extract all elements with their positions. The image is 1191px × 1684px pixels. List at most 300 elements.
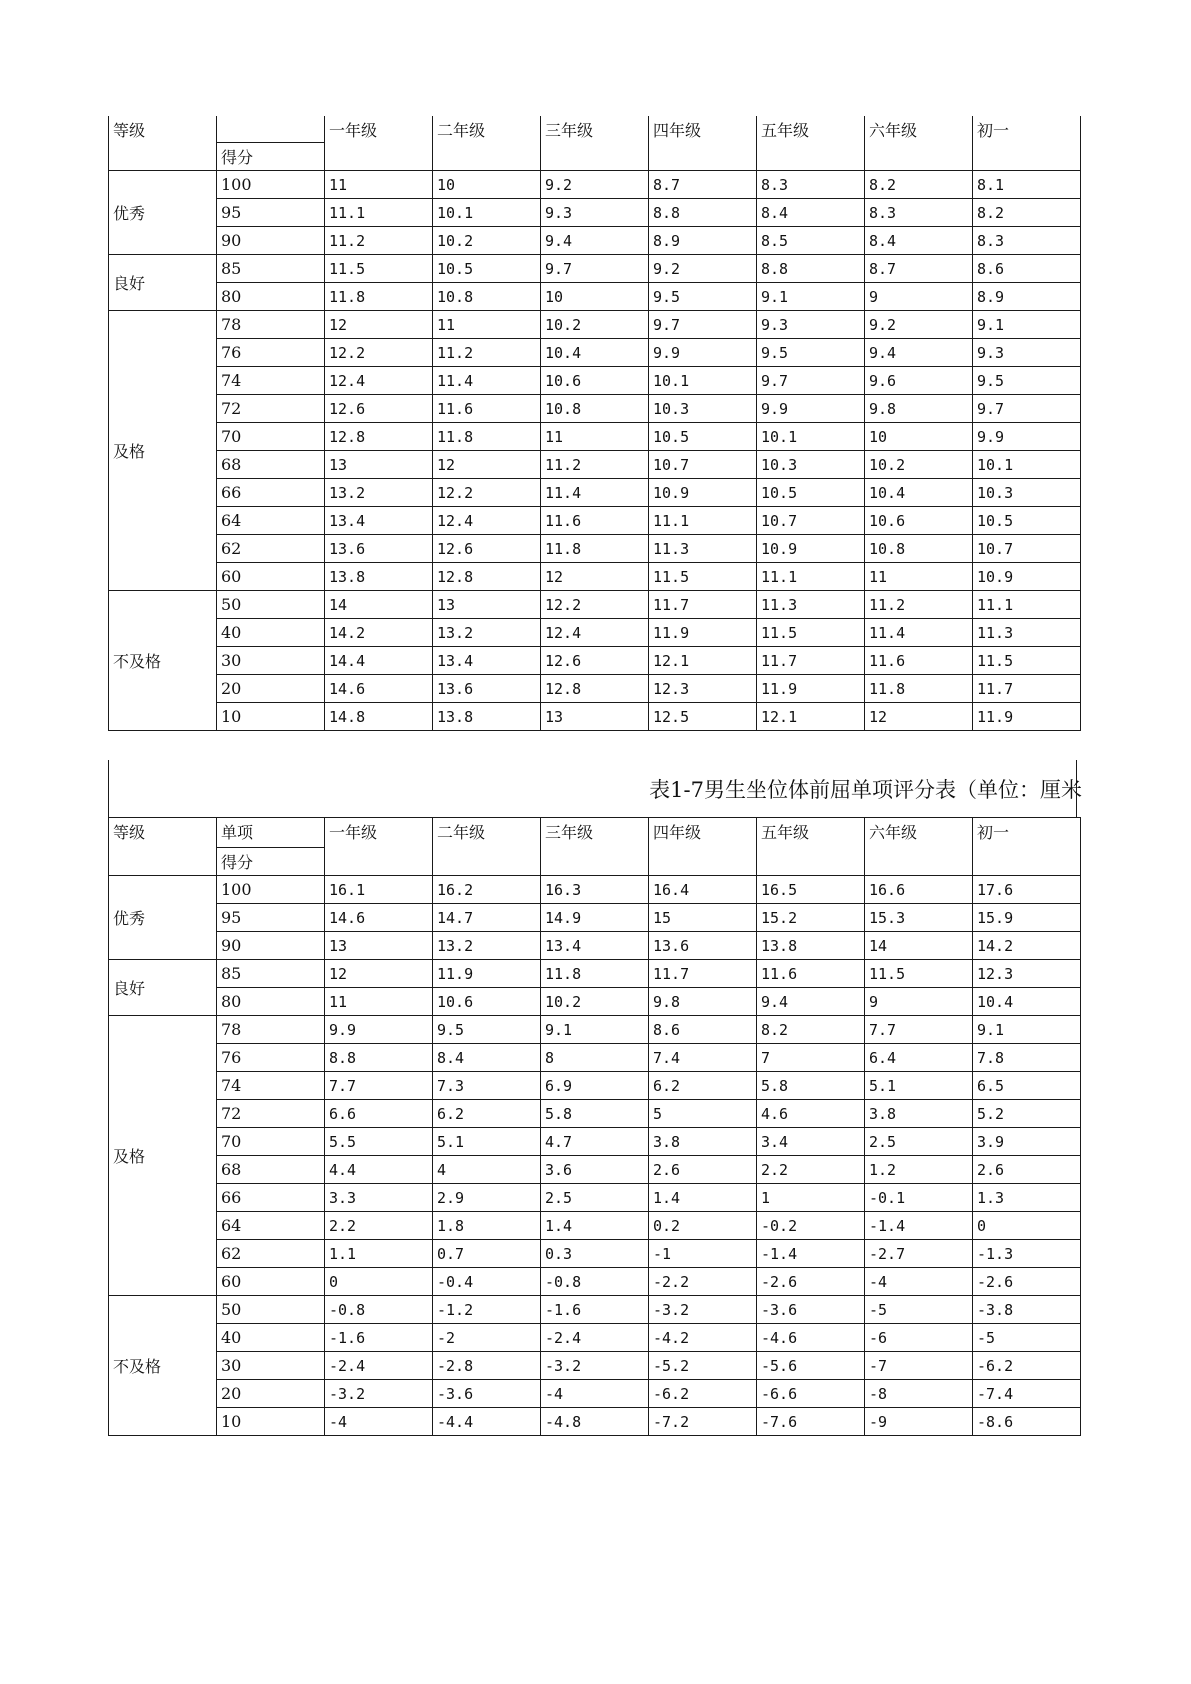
table-row <box>109 1016 1081 1044</box>
value-cell: 8.4 <box>865 227 973 255</box>
score-cell: 80 <box>217 283 325 311</box>
value-cell: -2.2 <box>649 1268 757 1296</box>
header-grade: 等级 <box>109 818 217 876</box>
value-cell: 12.2 <box>325 339 433 367</box>
value-cell: 11 <box>325 171 433 199</box>
value-cell: 9.6 <box>865 367 973 395</box>
value-cell: 11.5 <box>865 960 973 988</box>
value-cell: -5.6 <box>757 1352 865 1380</box>
value-cell: -7.6 <box>757 1408 865 1436</box>
value-cell: 10.9 <box>757 535 865 563</box>
score-cell: 76 <box>217 339 325 367</box>
value-cell: 11.6 <box>757 960 865 988</box>
table-row <box>109 1128 1081 1156</box>
value-cell: 15.9 <box>973 904 1081 932</box>
value-cell: 12.5 <box>649 703 757 731</box>
value-cell: 10.6 <box>865 507 973 535</box>
value-cell: 10.1 <box>973 451 1081 479</box>
value-cell: 9.3 <box>757 311 865 339</box>
value-cell: 8.4 <box>433 1044 541 1072</box>
header-grade-col: 二年级 <box>433 818 541 876</box>
value-cell: 10.5 <box>757 479 865 507</box>
value-cell: 8.2 <box>757 1016 865 1044</box>
value-cell: 12 <box>325 960 433 988</box>
header-grade-col: 五年级 <box>757 116 865 171</box>
value-cell: 10.6 <box>433 988 541 1016</box>
value-cell: 14.6 <box>325 904 433 932</box>
value-cell: 14.2 <box>325 619 433 647</box>
value-cell: 15.3 <box>865 904 973 932</box>
value-cell: -6.2 <box>973 1352 1081 1380</box>
value-cell: -1.4 <box>757 1240 865 1268</box>
value-cell: 7.4 <box>649 1044 757 1072</box>
value-cell: 16.1 <box>325 876 433 904</box>
table-row <box>109 1212 1081 1240</box>
value-cell: 9 <box>865 988 973 1016</box>
value-cell: 7.7 <box>865 1016 973 1044</box>
value-cell: 15.2 <box>757 904 865 932</box>
value-cell: 9.1 <box>757 283 865 311</box>
value-cell: 9.5 <box>757 339 865 367</box>
value-cell: 9.2 <box>541 171 649 199</box>
header-grade-col: 一年级 <box>325 116 433 171</box>
value-cell: 11.7 <box>757 647 865 675</box>
table-row <box>109 311 1081 339</box>
value-cell: 10.5 <box>649 423 757 451</box>
header-grade-col: 五年级 <box>757 818 865 876</box>
table-row <box>109 1268 1081 1296</box>
value-cell: 12.6 <box>433 535 541 563</box>
value-cell: 11.1 <box>649 507 757 535</box>
table-row <box>109 932 1081 960</box>
value-cell: 11.5 <box>973 647 1081 675</box>
value-cell: 10.2 <box>865 451 973 479</box>
value-cell: -0.2 <box>757 1212 865 1240</box>
value-cell: 12.4 <box>541 619 649 647</box>
value-cell: 10 <box>541 283 649 311</box>
score-cell: 74 <box>217 367 325 395</box>
score-cell: 80 <box>217 988 325 1016</box>
value-cell: 11.8 <box>325 283 433 311</box>
value-cell: 11.6 <box>541 507 649 535</box>
value-cell: 7.8 <box>973 1044 1081 1072</box>
grade-label: 不及格 <box>109 591 217 731</box>
score-cell: 100 <box>217 876 325 904</box>
value-cell: -5.2 <box>649 1352 757 1380</box>
score-cell: 95 <box>217 904 325 932</box>
value-cell: 1.3 <box>973 1184 1081 1212</box>
value-cell: 11.5 <box>325 255 433 283</box>
table-row <box>109 423 1081 451</box>
value-cell: -1.4 <box>865 1212 973 1240</box>
value-cell: 13.6 <box>649 932 757 960</box>
header-grade: 等级 <box>109 116 217 171</box>
value-cell: 14.2 <box>973 932 1081 960</box>
header-row <box>109 116 1081 143</box>
value-cell: 11 <box>433 311 541 339</box>
table-row <box>109 647 1081 675</box>
grade-label: 良好 <box>109 255 217 311</box>
value-cell: 11.8 <box>865 675 973 703</box>
value-cell: 10.2 <box>541 988 649 1016</box>
value-cell: 6.9 <box>541 1072 649 1100</box>
score-cell: 95 <box>217 199 325 227</box>
value-cell: 11.1 <box>757 563 865 591</box>
value-cell: -4 <box>865 1268 973 1296</box>
value-cell: 12.4 <box>325 367 433 395</box>
caption-row <box>108 760 1082 817</box>
value-cell: 8.3 <box>757 171 865 199</box>
value-cell: 9.1 <box>541 1016 649 1044</box>
value-cell: 14.9 <box>541 904 649 932</box>
value-cell: 9.8 <box>865 395 973 423</box>
value-cell: 10.7 <box>757 507 865 535</box>
value-cell: 12.2 <box>541 591 649 619</box>
table-row <box>109 479 1081 507</box>
value-cell: 11.2 <box>433 339 541 367</box>
value-cell: 9.5 <box>433 1016 541 1044</box>
value-cell: 10.8 <box>541 395 649 423</box>
value-cell: 11 <box>325 988 433 1016</box>
value-cell: 16.6 <box>865 876 973 904</box>
value-cell: -1.2 <box>433 1296 541 1324</box>
value-cell: -3.2 <box>325 1380 433 1408</box>
value-cell: 9.9 <box>325 1016 433 1044</box>
score-cell: 30 <box>217 1352 325 1380</box>
value-cell: 3.9 <box>973 1128 1081 1156</box>
value-cell: -4 <box>541 1380 649 1408</box>
value-cell: 2.9 <box>433 1184 541 1212</box>
table-row <box>109 591 1081 619</box>
value-cell: -4.4 <box>433 1408 541 1436</box>
score-cell: 85 <box>217 255 325 283</box>
grade-label: 优秀 <box>109 876 217 960</box>
table-row <box>109 1240 1081 1268</box>
value-cell: -5 <box>973 1324 1081 1352</box>
value-cell: 7.7 <box>325 1072 433 1100</box>
value-cell: -4 <box>325 1408 433 1436</box>
value-cell: 11.2 <box>865 591 973 619</box>
value-cell: 4.4 <box>325 1156 433 1184</box>
value-cell: 11.6 <box>865 647 973 675</box>
table-row <box>109 535 1081 563</box>
value-cell: 9.7 <box>757 367 865 395</box>
value-cell: 2.6 <box>649 1156 757 1184</box>
value-cell: 11.9 <box>757 675 865 703</box>
value-cell: 11.6 <box>433 395 541 423</box>
score-cell: 30 <box>217 647 325 675</box>
value-cell: 1.4 <box>541 1212 649 1240</box>
value-cell: 8.1 <box>973 171 1081 199</box>
value-cell: 2.6 <box>973 1156 1081 1184</box>
value-cell: -6 <box>865 1324 973 1352</box>
value-cell: 9.8 <box>649 988 757 1016</box>
value-cell: 12 <box>541 563 649 591</box>
value-cell: 11.9 <box>973 703 1081 731</box>
value-cell: -9 <box>865 1408 973 1436</box>
value-cell: 11.4 <box>433 367 541 395</box>
table-row <box>109 255 1081 283</box>
table-row <box>109 1100 1081 1128</box>
value-cell: 12.8 <box>325 423 433 451</box>
grade-label: 及格 <box>109 1016 217 1296</box>
value-cell: -2.7 <box>865 1240 973 1268</box>
value-cell: 0 <box>325 1268 433 1296</box>
value-cell: 6.6 <box>325 1100 433 1128</box>
value-cell: 7 <box>757 1044 865 1072</box>
value-cell: 3.6 <box>541 1156 649 1184</box>
table-row <box>109 675 1081 703</box>
value-cell: 13.6 <box>433 675 541 703</box>
value-cell: 16.4 <box>649 876 757 904</box>
value-cell: 15 <box>649 904 757 932</box>
value-cell: 11.5 <box>649 563 757 591</box>
value-cell: -8 <box>865 1380 973 1408</box>
value-cell: 8.6 <box>649 1016 757 1044</box>
table-row <box>109 1044 1081 1072</box>
value-cell: 10 <box>865 423 973 451</box>
value-cell: 9.1 <box>973 311 1081 339</box>
value-cell: 1 <box>757 1184 865 1212</box>
value-cell: 11.7 <box>649 960 757 988</box>
value-cell: 2.2 <box>757 1156 865 1184</box>
value-cell: 11.8 <box>541 960 649 988</box>
value-cell: 12.6 <box>325 395 433 423</box>
value-cell: 5 <box>649 1100 757 1128</box>
score-table-2 <box>108 817 1081 1436</box>
table-row <box>109 1352 1081 1380</box>
value-cell: 9.3 <box>541 199 649 227</box>
value-cell: 14 <box>865 932 973 960</box>
value-cell: 8.9 <box>973 283 1081 311</box>
value-cell: 11 <box>865 563 973 591</box>
header-grade-col: 六年级 <box>865 116 973 171</box>
value-cell: 10.6 <box>541 367 649 395</box>
value-cell: 11.8 <box>433 423 541 451</box>
score-cell: 66 <box>217 479 325 507</box>
value-cell: 14.8 <box>325 703 433 731</box>
value-cell: 3.3 <box>325 1184 433 1212</box>
score-table-1 <box>108 116 1081 731</box>
value-cell: 2.2 <box>325 1212 433 1240</box>
value-cell: 8 <box>541 1044 649 1072</box>
value-cell: 9.2 <box>649 255 757 283</box>
value-cell: 0 <box>973 1212 1081 1240</box>
value-cell: 11.9 <box>649 619 757 647</box>
value-cell: -4.8 <box>541 1408 649 1436</box>
value-cell: 1.2 <box>865 1156 973 1184</box>
value-cell: -7 <box>865 1352 973 1380</box>
value-cell: 5.8 <box>541 1100 649 1128</box>
value-cell: 9.3 <box>973 339 1081 367</box>
table-row <box>109 1324 1081 1352</box>
value-cell: 11.8 <box>541 535 649 563</box>
value-cell: 13.8 <box>325 563 433 591</box>
value-cell: 8.7 <box>865 255 973 283</box>
table-row <box>109 563 1081 591</box>
value-cell: 13.2 <box>325 479 433 507</box>
value-cell: 10.9 <box>649 479 757 507</box>
score-cell: 60 <box>217 563 325 591</box>
value-cell: 2.5 <box>865 1128 973 1156</box>
value-cell: 13.4 <box>433 647 541 675</box>
table-row <box>109 960 1081 988</box>
score-cell: 78 <box>217 1016 325 1044</box>
header-item <box>217 116 325 143</box>
header-grade-col: 四年级 <box>649 818 757 876</box>
value-cell: 4 <box>433 1156 541 1184</box>
value-cell: 11.2 <box>541 451 649 479</box>
value-cell: 10.3 <box>973 479 1081 507</box>
value-cell: 9.9 <box>649 339 757 367</box>
table-row <box>109 1408 1081 1436</box>
value-cell: 5.8 <box>757 1072 865 1100</box>
value-cell: 12.2 <box>433 479 541 507</box>
value-cell: 10.1 <box>649 367 757 395</box>
value-cell: 10.5 <box>973 507 1081 535</box>
header-grade-col: 初一 <box>973 116 1081 171</box>
score-cell: 10 <box>217 1408 325 1436</box>
table-row <box>109 1380 1081 1408</box>
table-row <box>109 367 1081 395</box>
value-cell: 11.3 <box>973 619 1081 647</box>
value-cell: 11.4 <box>865 619 973 647</box>
table-row <box>109 1296 1081 1324</box>
value-cell: 2.5 <box>541 1184 649 1212</box>
value-cell: 11.9 <box>433 960 541 988</box>
value-cell: 8.8 <box>325 1044 433 1072</box>
header-grade-col: 三年级 <box>541 116 649 171</box>
value-cell: 10.1 <box>433 199 541 227</box>
header-grade-col: 三年级 <box>541 818 649 876</box>
value-cell: 10.2 <box>433 227 541 255</box>
table-row <box>109 619 1081 647</box>
value-cell: -4.2 <box>649 1324 757 1352</box>
value-cell: -1.3 <box>973 1240 1081 1268</box>
grade-label: 及格 <box>109 311 217 591</box>
table-row <box>109 1184 1081 1212</box>
value-cell: 14.7 <box>433 904 541 932</box>
score-cell: 64 <box>217 1212 325 1240</box>
score-cell: 78 <box>217 311 325 339</box>
value-cell: 12.3 <box>649 675 757 703</box>
header-row <box>109 818 1081 848</box>
value-cell: 1.1 <box>325 1240 433 1268</box>
value-cell: 11 <box>541 423 649 451</box>
value-cell: 8.4 <box>757 199 865 227</box>
score-cell: 72 <box>217 395 325 423</box>
value-cell: 12.1 <box>757 703 865 731</box>
table-row <box>109 703 1081 731</box>
score-cell: 10 <box>217 703 325 731</box>
score-cell: 40 <box>217 619 325 647</box>
value-cell: 0.7 <box>433 1240 541 1268</box>
value-cell: 17.6 <box>973 876 1081 904</box>
grade-label: 不及格 <box>109 1296 217 1436</box>
table-row <box>109 451 1081 479</box>
score-cell: 60 <box>217 1268 325 1296</box>
table-row <box>109 988 1081 1016</box>
header-item: 单项 <box>217 818 325 848</box>
table-row <box>109 199 1081 227</box>
value-cell: 10 <box>433 171 541 199</box>
value-cell: 13 <box>325 451 433 479</box>
value-cell: -2 <box>433 1324 541 1352</box>
value-cell: 10.4 <box>973 988 1081 1016</box>
value-cell: 9.5 <box>649 283 757 311</box>
header-grade-col: 一年级 <box>325 818 433 876</box>
value-cell: -6.2 <box>649 1380 757 1408</box>
value-cell: 5.2 <box>973 1100 1081 1128</box>
value-cell: 3.4 <box>757 1128 865 1156</box>
value-cell: -7.4 <box>973 1380 1081 1408</box>
score-cell: 62 <box>217 535 325 563</box>
value-cell: 13.6 <box>325 535 433 563</box>
value-cell: 11.4 <box>541 479 649 507</box>
value-cell: 0.2 <box>649 1212 757 1240</box>
value-cell: 4.6 <box>757 1100 865 1128</box>
value-cell: 5.1 <box>865 1072 973 1100</box>
value-cell: 1.8 <box>433 1212 541 1240</box>
value-cell: 9.7 <box>973 395 1081 423</box>
value-cell: 11.3 <box>649 535 757 563</box>
table-caption: 表1-7男生坐位体前屈单项评分表（单位：厘米 <box>649 778 1082 802</box>
score-cell: 76 <box>217 1044 325 1072</box>
value-cell: 8.7 <box>649 171 757 199</box>
value-cell: 13.8 <box>757 932 865 960</box>
value-cell: 10.9 <box>973 563 1081 591</box>
header-grade-col: 四年级 <box>649 116 757 171</box>
score-cell: 20 <box>217 1380 325 1408</box>
value-cell: -7.2 <box>649 1408 757 1436</box>
value-cell: -2.4 <box>541 1324 649 1352</box>
score-cell: 68 <box>217 451 325 479</box>
value-cell: -1 <box>649 1240 757 1268</box>
header-score: 得分 <box>217 848 325 876</box>
value-cell: 11.2 <box>325 227 433 255</box>
value-cell: 13.4 <box>541 932 649 960</box>
value-cell: -1.6 <box>541 1296 649 1324</box>
value-cell: 13 <box>325 932 433 960</box>
table-row <box>109 1156 1081 1184</box>
header-grade-col: 二年级 <box>433 116 541 171</box>
value-cell: 0.3 <box>541 1240 649 1268</box>
value-cell: 12 <box>865 703 973 731</box>
value-cell: 9.7 <box>649 311 757 339</box>
value-cell: 9.1 <box>973 1016 1081 1044</box>
value-cell: 10.7 <box>649 451 757 479</box>
score-cell: 100 <box>217 171 325 199</box>
score-cell: 64 <box>217 507 325 535</box>
value-cell: -2.6 <box>973 1268 1081 1296</box>
value-cell: 13.4 <box>325 507 433 535</box>
score-cell: 90 <box>217 227 325 255</box>
value-cell: 8.6 <box>973 255 1081 283</box>
value-cell: 10.4 <box>541 339 649 367</box>
value-cell: 9.7 <box>541 255 649 283</box>
value-cell: 9 <box>865 283 973 311</box>
value-cell: -0.8 <box>541 1268 649 1296</box>
value-cell: 14.4 <box>325 647 433 675</box>
value-cell: -0.4 <box>433 1268 541 1296</box>
value-cell: -3.2 <box>541 1352 649 1380</box>
value-cell: -1.6 <box>325 1324 433 1352</box>
value-cell: 16.3 <box>541 876 649 904</box>
value-cell: 5.5 <box>325 1128 433 1156</box>
value-cell: 8.2 <box>865 171 973 199</box>
header-grade-col: 初一 <box>973 818 1081 876</box>
value-cell: -3.6 <box>433 1380 541 1408</box>
